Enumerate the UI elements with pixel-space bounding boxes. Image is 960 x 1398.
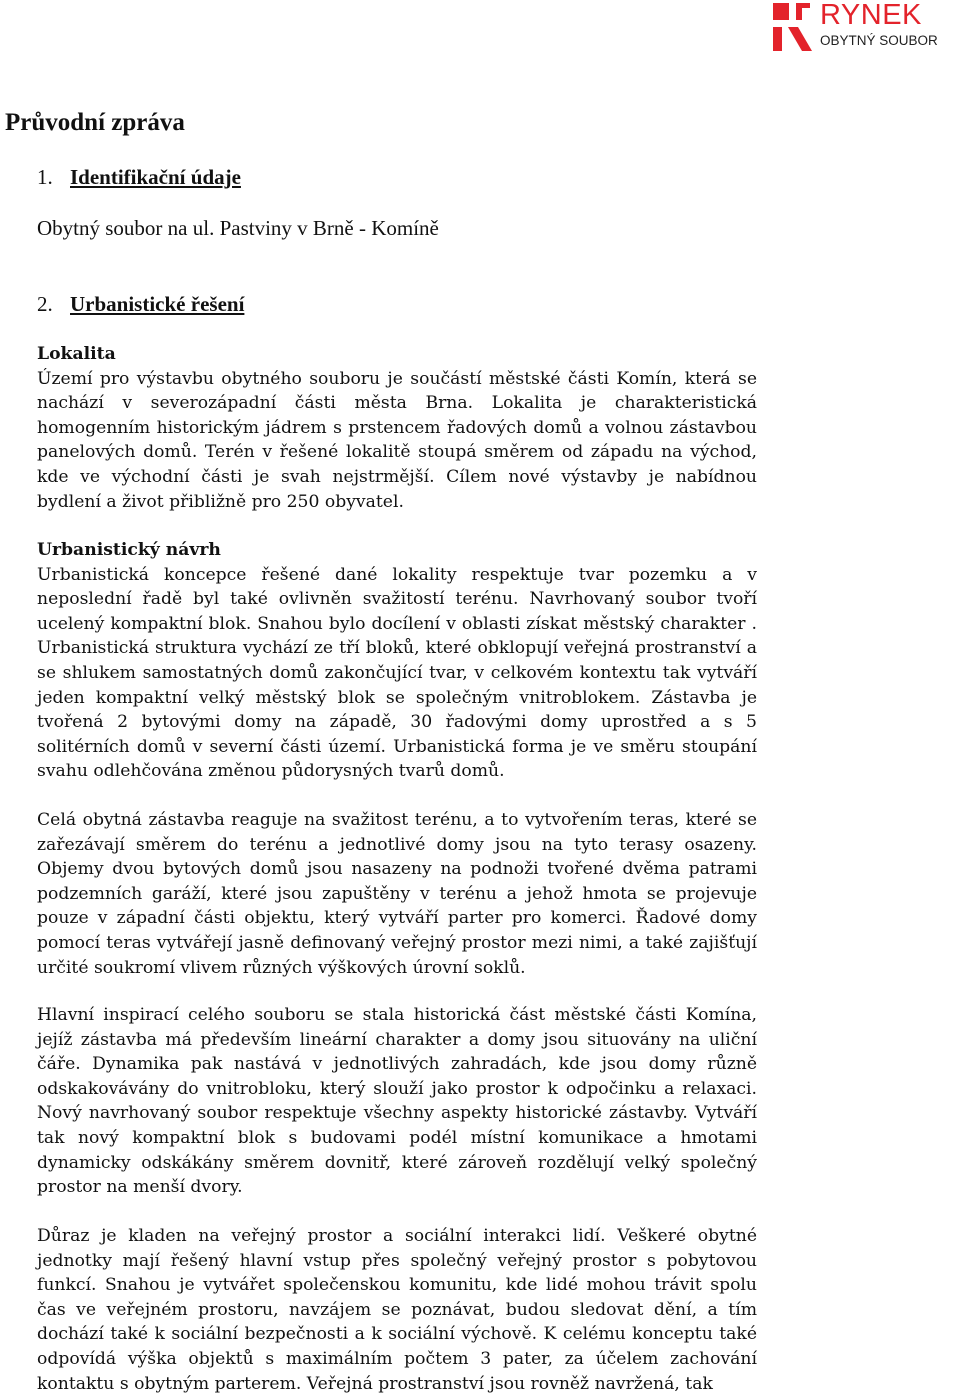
public-space-paragraph: Důraz je kladen na veřejný prostor a sociální interakci lidí. Veškeré obytné jednotky mají řešený hlavní vstup přes společný veřejný prostor s pobytovou funkcí. Snahou je vytvářet společenskou komunitu, kde lidé mohou trávit spolu čas ve veřejném prostoru, navzájem se poznávat, budou sledovat dění, a tím dochází také k sociální bezpečnosti a k sociální výchově. K celému konceptu také odpovídá výška objektů s maximálním počtem 3 pater, za účelem zachování kontaktu s obytným parterem. Veřejná prostranství jsou rovněž navržená, tak [37, 1226, 757, 1394]
brand-subtitle: OBYTNÝ SOUBOR [820, 33, 938, 48]
terrain-section [37, 808, 757, 980]
section-number: 2. [37, 292, 53, 316]
lokalita-heading: Lokalita [37, 344, 116, 364]
brand-logo [772, 0, 960, 53]
public-space-section [37, 1224, 757, 1396]
brand-name: RYNEK [820, 0, 922, 31]
inspiration-paragraph: Hlavní inspirací celého souboru se stala historická část městské části Komína, jejíž zástavba má především lineární charakter a domy jsou situovány na uliční čáře. Dynamika pak nastává v jednotlivých zahradách, kde jsou domy různě odskakovávány do vnitrobloku, který slouží jako prostor k odpočinku a relaxaci. Nový navrhovaný soubor respektuje všechny aspekty historické zástavby. Vytváří tak nový kompaktní blok s budovami podél místní komunikace a hmotami dynamicky odskákány směrem dovnitř, které zároveň rozdělují velký společný prostor na menší dvory. [37, 1005, 757, 1198]
rynek-logo-icon [772, 3, 812, 51]
terrain-paragraph: Celá obytná zástavba reaguje na svažitost terénu, a to vytvořením teras, které se zařezávají směrem do terénu a jednotlivé domy jsou na tyto terasy osazeny. Objemy dvou bytových domů jsou nasazeny na podnoži tvořené dvěma patrami podzemních garáží, které jsou zapuštěny v terénu a jehož hmota se projevuje pouze v západní části objektu, který vytváří parter pro komerci. Řadové domy pomocí teras vytvářejí jasně definovaný veřejný prostor mezi nimi, a také zajišťují určité soukromí vlivem různých výškových úrovní soklů. [37, 810, 757, 978]
inspiration-section [37, 1003, 757, 1200]
lokalita-paragraph: Území pro výstavbu obytného souboru je součástí městské části Komín, která se nachází v severozápadní části města Brna. Lokalita je charakteristická homogenním historickým jádrem s prstencem řadových domů a volnou zástavbou panelových domů. Terén v řešené lokalitě stoupá směrem od západu na východ, kde ve východní části je svah nejstrmější. Cílem nové výstavby je nabídnou bydlení a život přibližně pro 250 obyvatel. [37, 368, 757, 512]
project-name: Obytný soubor na ul. Pastviny v Brně - Komíně [37, 216, 439, 240]
lokalita-section [37, 342, 757, 514]
section-title: Urbanistické řešení [70, 292, 245, 316]
section-title: Identifikační údaje [70, 165, 241, 189]
navrh-paragraph: Urbanistická koncepce řešené dané lokality respektuje tvar pozemku a v neposlední řadě byl také ovlivněn svažitostí terénu. Navrhovaný soubor tvoří ucelený kompaktní blok. Snahou bylo docílení v oblasti získat městský charakter . Urbanistická struktura vychází ze tří bloků, které obklopují veřejná prostranství a se shlukem samostatných domů zakončující tvar, v celkovém kontextu tak vytváří jeden kompaktní velký městský blok se společným vnitroblokem. Zástavba je tvořená 2 bytovými domy na západě, 30 řadovými domy uprostřed a s 5 solitérních domů v severní části území. Urbanistická forma je ve směru stoupání svahu odlehčována změnou půdorysných tvarů domů. [37, 564, 757, 782]
document-title: Průvodní zpráva [5, 109, 185, 136]
section-heading-1 [37, 165, 241, 190]
navrh-section [37, 538, 757, 784]
navrh-heading: Urbanistický návrh [37, 540, 221, 560]
section-number: 1. [37, 165, 53, 189]
section-heading-2 [37, 292, 244, 317]
